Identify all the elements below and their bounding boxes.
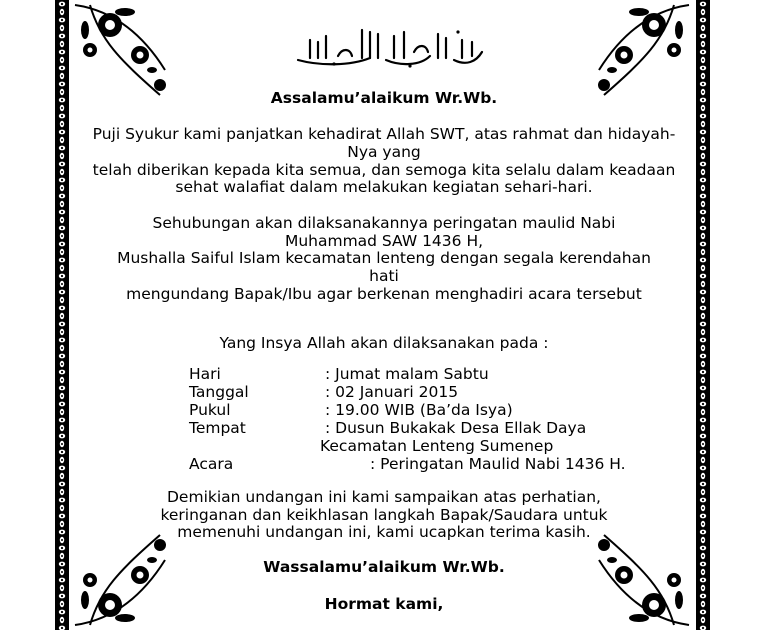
tempat-label: Tempat	[189, 419, 246, 437]
opening-line-1: Puji Syukur kami panjatkan kehadirat Allah SWT, atas rahmat dan hidayah-	[92, 125, 676, 143]
tanggal-value: : 02 Januari 2015	[325, 383, 459, 401]
closing-line-1: Demikian undangan ini kami sampaikan atas perhatian,	[167, 488, 601, 506]
acara-value: : Peringatan Maulid Nabi 1436 H.	[370, 455, 626, 473]
hari-label: Hari	[189, 365, 221, 383]
opening-line-4: sehat walafiat dalam melakukan kegiatan sehari-hari.	[175, 178, 593, 196]
closing-line-2: keringanan dan keikhlasan langkah Bapak/Saudara untuk	[160, 506, 608, 524]
body-line-2: Muhammad SAW 1436 H,	[284, 232, 484, 250]
signoff: Hormat kami,	[324, 595, 444, 613]
basmala-calligraphy	[290, 22, 490, 72]
tempat-value: : Dusun Bukakak Desa Ellak Daya	[325, 419, 587, 437]
body-line-5: mengundang Bapak/Ibu agar berkenan menghadiri acara tersebut	[126, 285, 642, 303]
opening-line-3: telah diberikan kepada kita semua, dan semoga kita selalu dalam keadaan	[92, 161, 676, 179]
tanggal-label: Tanggal	[189, 383, 249, 401]
body-line-3: Mushalla Saiful Islam kecamatan lenteng dengan segala kerendahan	[117, 249, 651, 267]
pukul-value: : 19.00 WIB (Ba’da Isya)	[325, 401, 513, 419]
hari-value: : Jumat malam Sabtu	[325, 365, 489, 383]
acara-label: Acara	[189, 455, 234, 473]
tempat-value-2: Kecamatan Lenteng Sumenep	[320, 437, 554, 455]
opening-line-2: Nya yang	[347, 143, 421, 161]
greeting: Assalamu’alaikum Wr.Wb.	[270, 89, 498, 107]
pukul-label: Pukul	[189, 401, 231, 419]
event-intro: Yang Insya Allah akan dilaksanakan pada :	[219, 334, 549, 352]
closing-line-3: memenuhi undangan ini, kami ucapkan terima kasih.	[177, 523, 591, 541]
body-line-4: hati	[369, 267, 399, 285]
body-line-1: Sehubungan akan dilaksanakannya peringatan maulid Nabi	[152, 214, 616, 232]
farewell: Wassalamu’alaikum Wr.Wb.	[263, 558, 505, 576]
